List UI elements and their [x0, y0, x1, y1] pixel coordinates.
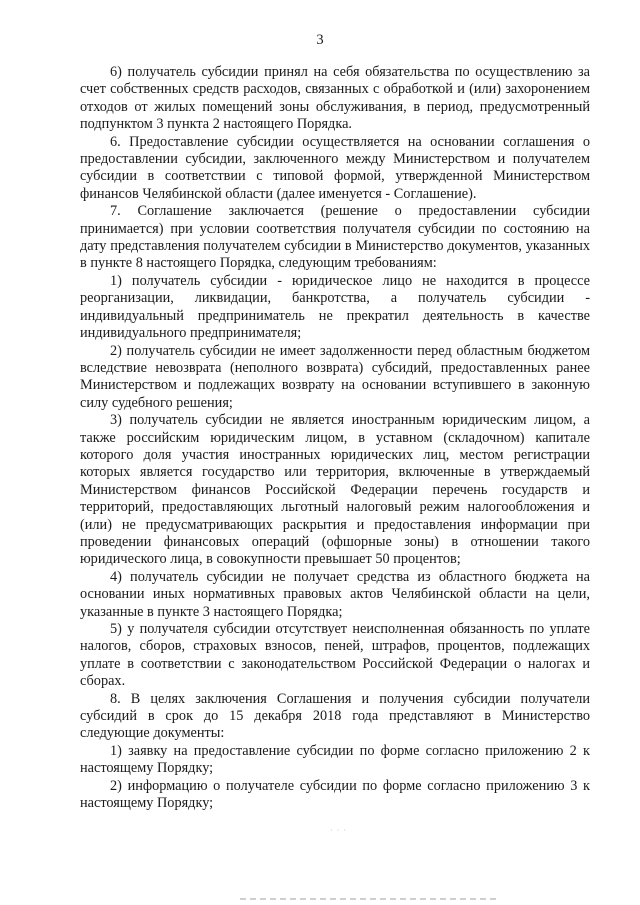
requirement-5-taxes: 5) у получателя субсидии отсутствует неисполненная обязанность по уплате налогов, сборов, страховых взносов, пеней, штрафов, процентов, подлежащих уплате в соответствии с законодательством Российской Федерации о налогах и сборах. [80, 621, 590, 690]
paragraph-6-agreement: 6. Предоставление субсидии осуществляется на основании соглашения о предоставлении субсидии, заключенного между Министерством и получателем субсидии в соответствии с типовой формой, утвержденной Министерством финансов Челябинской области (далее именуется - Соглашение). [80, 133, 590, 202]
document-item-2-information: 2) информацию о получателе субсидии по форме согласно приложению 3 к настоящему Порядку; [80, 777, 590, 812]
document-item-1-application: 1) заявку на предоставление субсидии по форме согласно приложению 2 к настоящему Порядку; [80, 742, 590, 777]
requirement-4-other-funds: 4) получатель субсидии не получает средства из областного бюджета на основании иных нормативных правовых актов Челябинской области на цели, указанные в пункте 3 настоящего Порядка; [80, 568, 590, 620]
page-number: 3 [316, 32, 324, 48]
document-body [80, 64, 590, 812]
scan-artifact: · · · [330, 826, 347, 835]
requirement-2-debt: 2) получатель субсидии не имеет задолженности перед областным бюджетом вследствие невозврата (неполного возврата) субсидий, предоставленных ранее Министерством и подлежащих возврату на основании вступившего в законную силу судебного решения; [80, 342, 590, 411]
paragraph-8-documents: 8. В целях заключения Соглашения и получения субсидии получатели субсидий в срок до 15 декабря 2018 года представляют в Министерство следующие документы: [80, 690, 590, 742]
paragraph-7-conditions: 7. Соглашение заключается (решение о предоставлении субсидии принимается) при условии соответствия получателя субсидии по состоянию на дату представления получателем субсидии в Министерство документов, указанных в пункте 8 настоящего Порядка, следующим требованиям: [80, 203, 590, 272]
paragraph-obligation-waste: 6) получатель субсидии принял на себя обязательства по осуществлению за счет собственных средств расходов, связанных с обработкой и (или) захоронением отходов от жилых помещений зоны обслуживания, в период, предусмотренный подпунктом 3 пункта 2 настоящего Порядка. [80, 64, 590, 133]
requirement-3-foreign-entity: 3) получатель субсидии не является иностранным юридическим лицом, а также российским юридическим лицом, в уставном (складочном) капитале которого доля участия иностранных юридических лиц, местом регистрации которых является государство или территория, включенные в утверждаемый Министерством финансов Российской Федерации перечень государств и территорий, предоставляющих льготный налоговый режим налогообложения и (или) не предусматривающих раскрытия и предоставления информации при проведении финансовых операций (офшорные зоны) в отношении такого юридического лица, в совокупности превышает 50 процентов; [80, 412, 590, 568]
scan-bottom-edge [240, 898, 500, 900]
requirement-1-reorganization: 1) получатель субсидии - юридическое лицо не находится в процессе реорганизации, ликвидации, банкротства, а получатель субсидии - индивидуальный предприниматель не прекратил деятельность в качестве индивидуального предпринимателя; [80, 272, 590, 342]
